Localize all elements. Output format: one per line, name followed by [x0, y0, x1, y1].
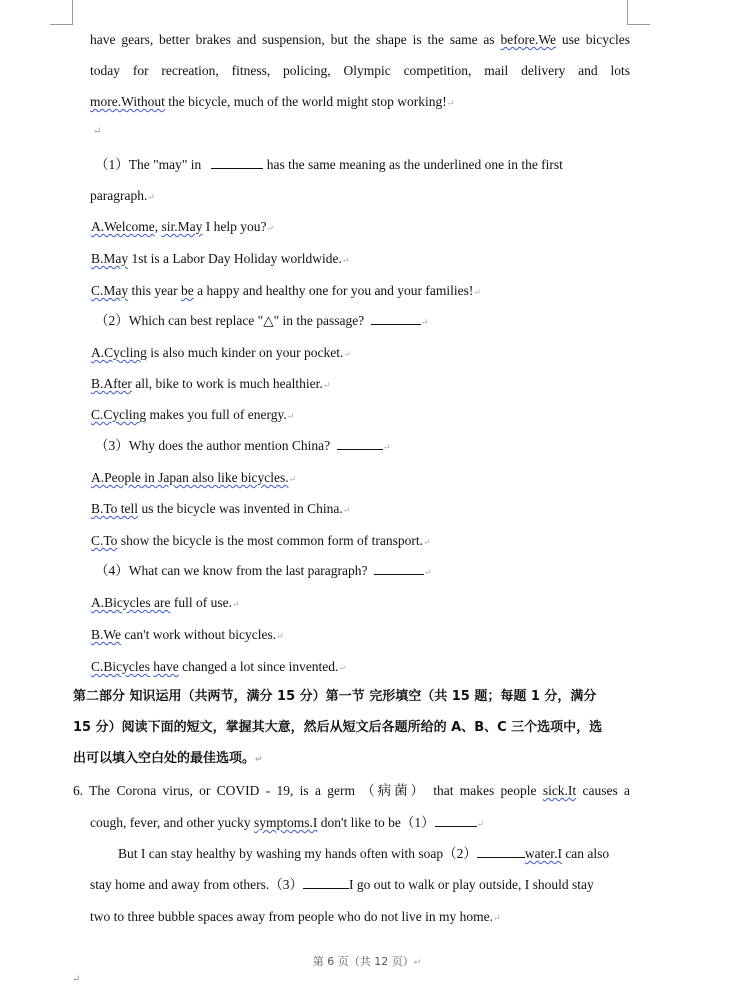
option-c: C.May this year be a happy and healthy one for you and your families!↵ — [91, 283, 481, 298]
section-heading: 15 分）阅读下面的短文，掌握其大意，然后从短文后各题所给的 A、B、C 三个选项中，选 — [73, 720, 603, 735]
passage-line: have gears, better brakes and suspension, but the shape is the same as before.We use bicycles — [90, 32, 631, 47]
option-b: B.After all, bike to work is much healthier.↵ — [91, 376, 331, 391]
passage-line: today for recreation, fitness, policing, Olympic competition, mail delivery and lots — [90, 63, 630, 78]
option-c: C.Bicycles have changed a lot since invented.↵ — [91, 659, 346, 674]
option-a: A.Welcome, sir.May I help you?↵ — [91, 219, 275, 234]
option-c: C.Cycling makes you full of energy.↵ — [91, 407, 295, 422]
page-footer: 第 6 页（共 12 页）↵ — [312, 955, 422, 968]
cloze-line: cough, fever, and other yucky symptoms.I don't like to be（1） ↵ — [90, 815, 485, 830]
passage-line: more.Without the bicycle, much of the world might stop working!↵ — [90, 94, 455, 109]
answer-blank — [374, 562, 424, 575]
cloze-line: 6. The Corona virus, or COVID - 19, is a germ （病菌） that makes people sick.It causes a — [73, 783, 630, 798]
answer-blank — [303, 876, 349, 889]
answer-blank — [477, 845, 525, 858]
cloze-line: two to three bubble spaces away from people who do not live in my home.↵ — [90, 909, 501, 924]
option-b: B.May 1st is a Labor Day Holiday worldwide.↵ — [91, 251, 350, 266]
cloze-line: stay home and away from others.（3） I go out to walk or play outside, I should stay — [90, 877, 594, 892]
option-a: A.Cycling is also much kinder on your pocket.↵ — [91, 345, 351, 360]
option-a: A.People in Japan also like bicycles.↵ — [91, 470, 297, 485]
answer-blank — [337, 437, 383, 450]
answer-blank — [211, 156, 263, 169]
page-corner-mark — [50, 0, 73, 25]
question-1-prompt-cont: paragraph.↵ — [90, 188, 155, 203]
option-b: B.We can't work without bicycles.↵ — [91, 627, 284, 642]
section-heading: 出可以填入空白处的最佳选项。↵ — [73, 751, 263, 766]
question-2-prompt: （2）Which can best replace "△" in the passage? ↵ — [95, 313, 429, 328]
option-b: B.To tell us the bicycle was invented in China.↵ — [91, 501, 351, 516]
option-c: C.To show the bicycle is the most common form of transport.↵ — [91, 533, 431, 548]
answer-blank — [371, 312, 421, 325]
question-3-prompt: （3）Why does the author mention China? ↵ — [95, 438, 391, 453]
paragraph-mark: ↵ — [72, 974, 81, 985]
page-corner-mark — [627, 0, 650, 25]
option-a: A.Bicycles are full of use.↵ — [91, 595, 240, 610]
question-4-prompt: （4）What can we know from the last paragraph? ↵ — [95, 563, 432, 578]
cloze-line: But I can stay healthy by washing my hands often with soap（2） water.I can also — [118, 846, 610, 861]
answer-blank — [435, 814, 477, 827]
section-heading: 第二部分 知识运用（共两节，满分 15 分）第一节 完形填空（共 15 题；每题 1 分，满分 — [73, 689, 597, 704]
paragraph-mark: ↵ — [93, 126, 102, 137]
question-1-prompt: （1）The "may" in has the same meaning as the underlined one in the first — [95, 157, 563, 172]
